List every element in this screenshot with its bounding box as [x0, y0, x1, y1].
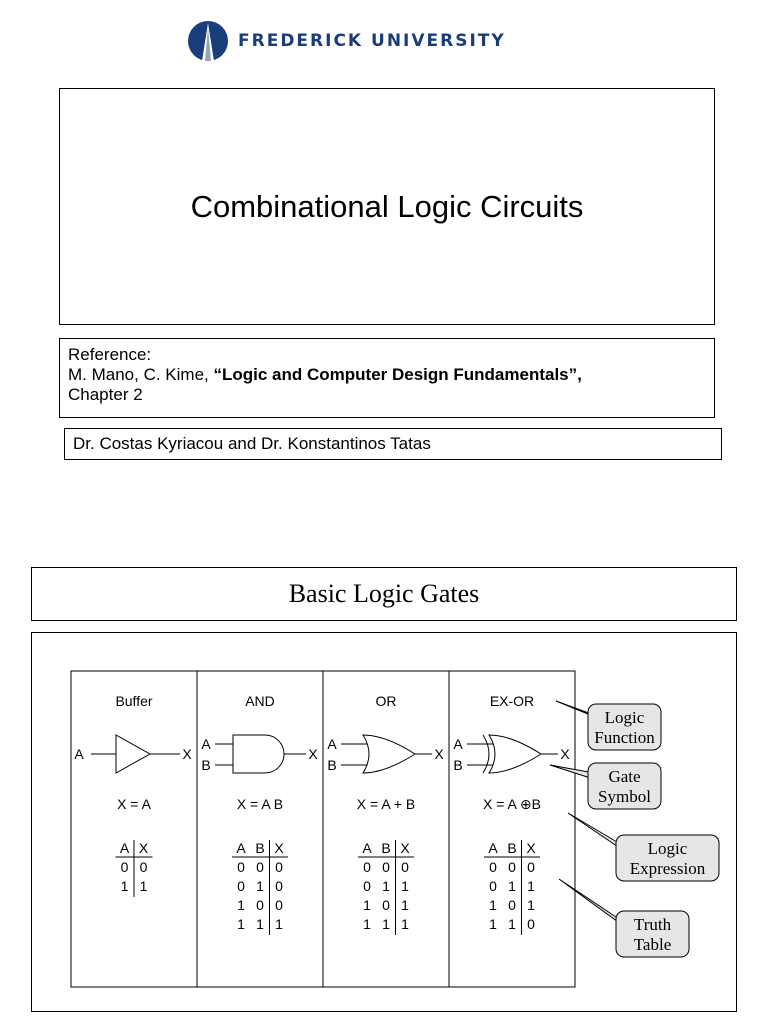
callout-label: Symbol — [598, 787, 651, 806]
truth-table-cell: 1 — [237, 916, 245, 932]
gate-expression: X = A + B — [356, 796, 416, 812]
truth-table-cell: 1 — [489, 897, 497, 913]
truth-table-cell: 0 — [382, 859, 390, 875]
gate-input-b: B — [201, 757, 211, 773]
truth-table-cell: 1 — [237, 897, 245, 913]
university-name: FREDERICK UNIVERSITY — [238, 31, 506, 51]
reference-authors: M. Mano, C. Kime, — [68, 365, 214, 384]
reference-line — [68, 365, 706, 385]
slide-title: Basic Logic Gates — [288, 579, 480, 608]
truth-table-cell: 0 — [139, 859, 148, 875]
university-logo — [186, 16, 506, 66]
truth-table-cell: 0 — [256, 859, 264, 875]
footer — [0, 1016, 768, 1024]
reference-box — [59, 338, 715, 418]
truth-table-cell: 1 — [256, 916, 264, 932]
gate-name: AND — [245, 693, 275, 709]
reference-label: Reference: — [68, 345, 152, 364]
truth-table-cell: 1 — [401, 916, 409, 932]
slide-title-box — [31, 567, 737, 621]
gate-input-a: A — [74, 746, 84, 762]
reference-book: “Logic and Computer Design Fundamentals”, — [213, 365, 582, 384]
truth-table-cell: 0 — [237, 859, 245, 875]
callout-label: Function — [594, 728, 655, 747]
gates-diagram — [32, 633, 738, 1013]
truth-table-cell: 1 — [382, 916, 390, 932]
gate-output: X — [182, 746, 192, 762]
callout-label: Truth — [633, 915, 672, 934]
truth-table-cell: 1 — [382, 878, 390, 894]
truth-table-header: X — [274, 840, 284, 856]
gate-input-b: B — [453, 757, 463, 773]
title-box — [59, 88, 715, 325]
truth-table-header: X — [400, 840, 410, 856]
truth-table-cell: 0 — [489, 859, 497, 875]
truth-table-cell: 1 — [527, 878, 535, 894]
gate-name: OR — [375, 693, 397, 709]
truth-table-cell: 1 — [363, 916, 371, 932]
gate-name: Buffer — [115, 693, 153, 709]
truth-table-cell: 0 — [256, 897, 264, 913]
page-title: Combinational Logic Circuits — [190, 188, 584, 224]
truth-table-header: A — [362, 840, 372, 856]
truth-table-cell: 0 — [527, 916, 535, 932]
truth-table-header: B — [381, 840, 391, 856]
truth-table-cell: 0 — [401, 859, 409, 875]
truth-table-header: A — [119, 840, 130, 856]
gate-expression: X = A ⊕B — [482, 796, 542, 812]
truth-table-cell: 0 — [527, 859, 535, 875]
callout-label: Expression — [629, 859, 706, 878]
truth-table-cell: 0 — [508, 859, 516, 875]
truth-table-cell: 1 — [139, 878, 148, 894]
gate-expression: X = A — [117, 796, 151, 812]
and-gate-symbol — [233, 735, 284, 773]
truth-table-cell: 1 — [401, 897, 409, 913]
truth-table-cell: 0 — [363, 878, 371, 894]
truth-table-cell: 0 — [363, 859, 371, 875]
gate-output: X — [308, 746, 318, 762]
xor-extra-curve — [483, 735, 489, 773]
gate-input-a: A — [453, 736, 463, 752]
truth-table-cell: 1 — [120, 878, 129, 894]
authors-box — [64, 428, 722, 460]
truth-table-cell: 0 — [120, 859, 129, 875]
callout-label: Logic — [604, 708, 645, 727]
callout-label: Logic — [647, 839, 688, 858]
truth-table-cell: 0 — [237, 878, 245, 894]
truth-table-header: X — [138, 840, 149, 856]
truth-table-cell: 1 — [508, 878, 516, 894]
buffer-gate-symbol — [116, 735, 150, 773]
truth-table-cell: 1 — [256, 878, 264, 894]
gate-output: X — [560, 746, 570, 762]
gate-input-a: A — [327, 736, 337, 752]
truth-table-cell: 1 — [489, 916, 497, 932]
truth-table-cell: 1 — [401, 878, 409, 894]
gate-expression: X = A B — [236, 796, 284, 812]
truth-table-cell: 1 — [275, 916, 283, 932]
truth-table-cell: 1 — [527, 897, 535, 913]
gates-diagram-box — [31, 632, 737, 1012]
truth-table-header: A — [488, 840, 498, 856]
university-crest-icon — [186, 17, 230, 65]
truth-table-cell: 0 — [275, 897, 283, 913]
truth-table-cell: 1 — [363, 897, 371, 913]
truth-table-cell: 0 — [489, 878, 497, 894]
callout-label: Table — [633, 935, 672, 954]
gate-input-a: A — [201, 736, 211, 752]
truth-table-cell: 0 — [382, 897, 390, 913]
truth-table-cell: 1 — [508, 916, 516, 932]
gate-name: EX-OR — [489, 693, 535, 709]
truth-table-header: A — [236, 840, 246, 856]
callout-label: Gate — [608, 767, 641, 786]
xor-gate-symbol — [489, 735, 541, 773]
truth-table-cell: 0 — [508, 897, 516, 913]
truth-table-header: X — [526, 840, 536, 856]
or-gate-symbol — [363, 735, 415, 773]
gate-input-b: B — [327, 757, 337, 773]
authors-text: Dr. Costas Kyriacou and Dr. Konstantinos Tatas — [73, 434, 431, 453]
truth-table-cell: 0 — [275, 878, 283, 894]
truth-table-header: B — [255, 840, 265, 856]
reference-chapter: Chapter 2 — [68, 385, 143, 404]
truth-table-cell: 0 — [275, 859, 283, 875]
truth-table-header: B — [507, 840, 517, 856]
gate-output: X — [434, 746, 444, 762]
